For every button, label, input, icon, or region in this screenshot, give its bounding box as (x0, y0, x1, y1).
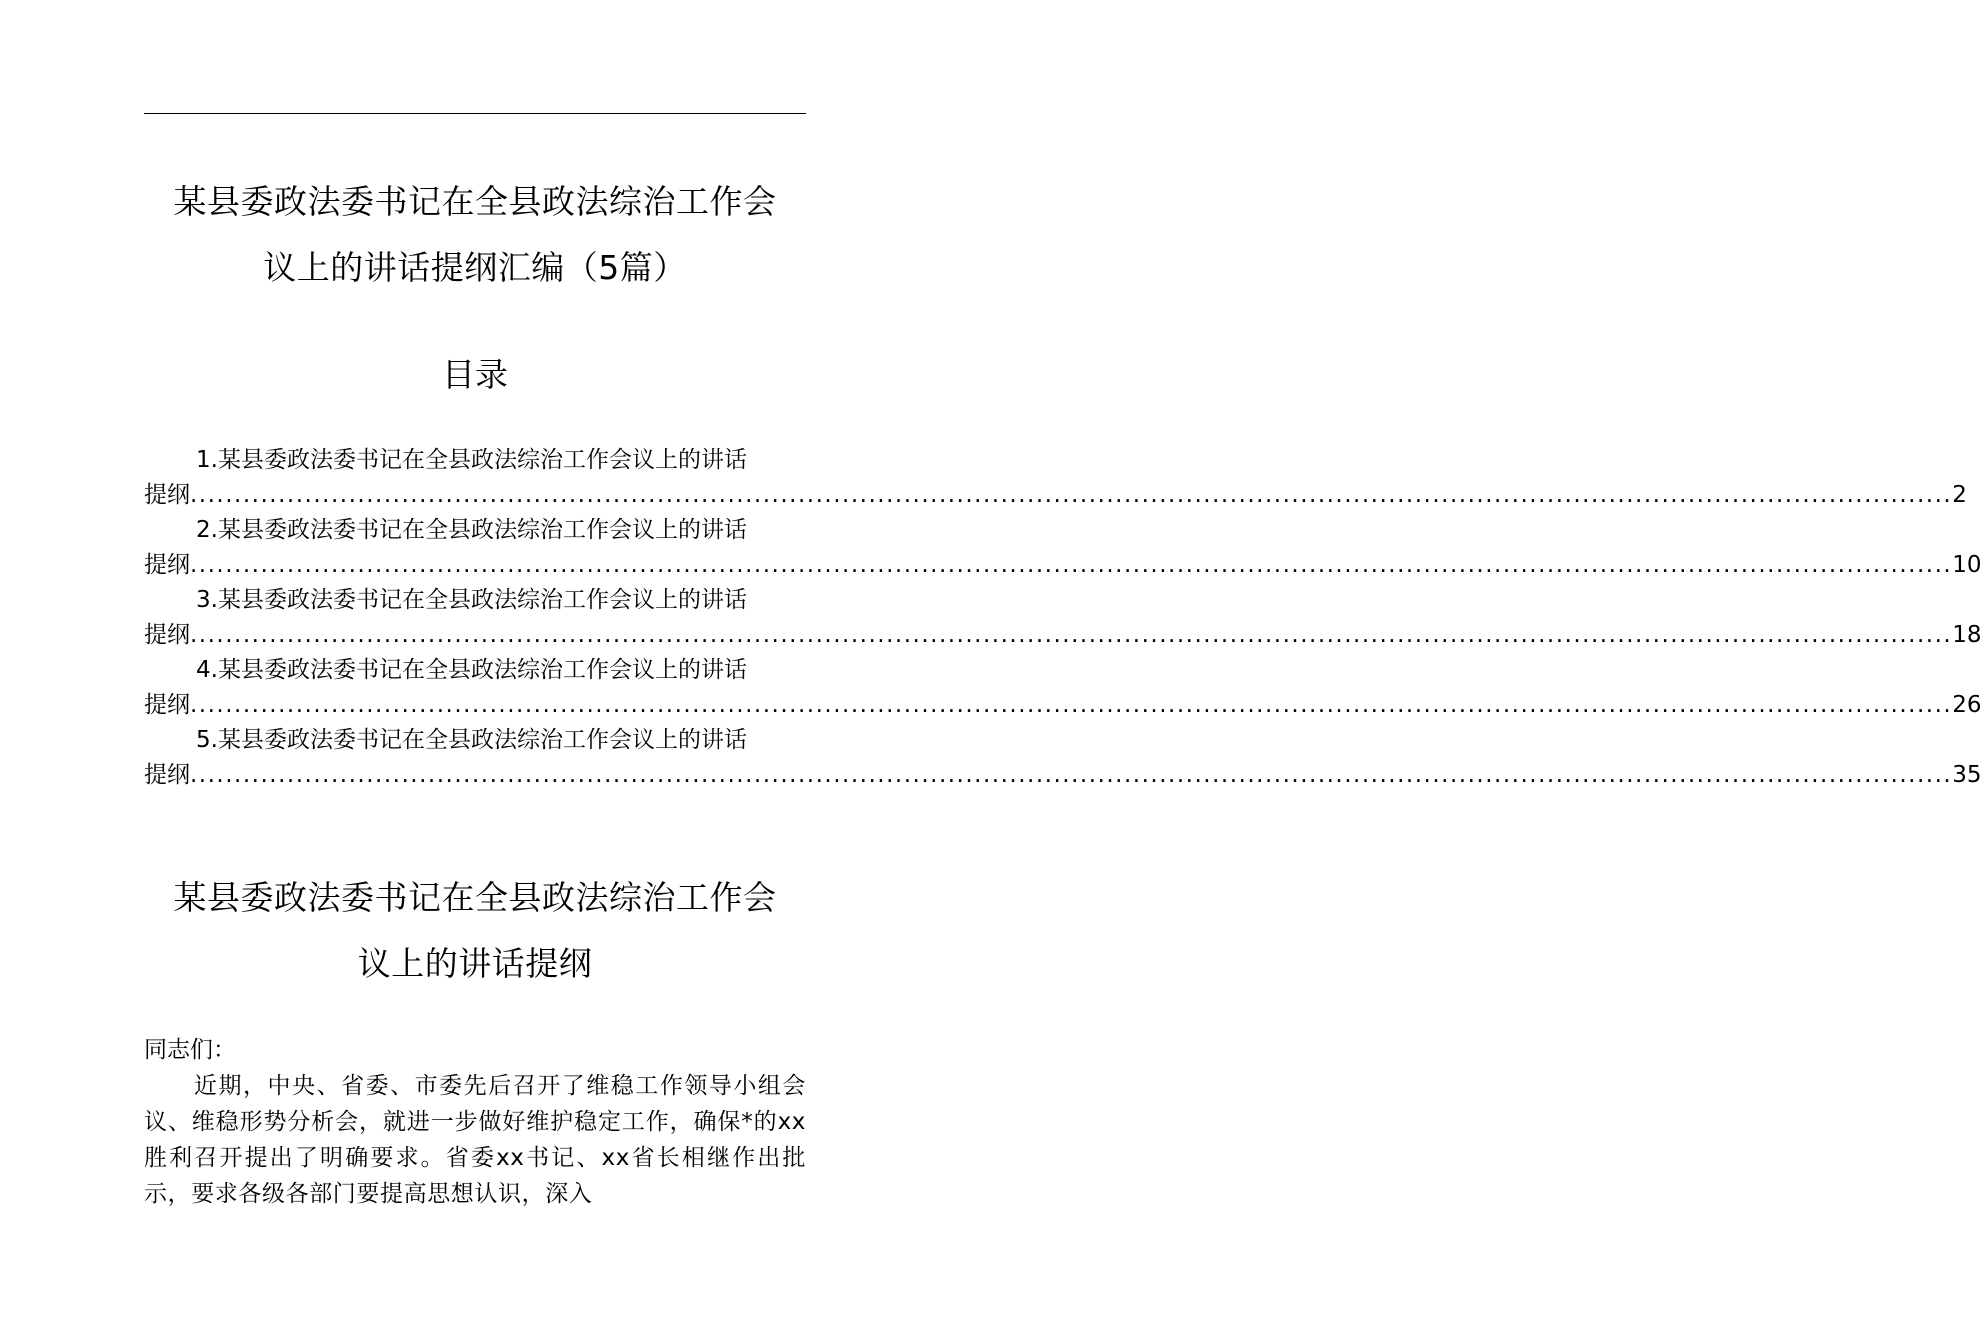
toc-page-number: 18 (1952, 622, 1982, 648)
toc-entry-title-cont: 提纲 (144, 622, 190, 648)
toc-leader-dots: ........................................................................................................................................................................................................ (190, 552, 1953, 578)
toc-entry-title: 1.某县委政法委书记在全县政法综治工作会议上的讲话 (196, 447, 747, 473)
toc-entry-title-cont: 提纲 (144, 762, 190, 788)
section-title-line2: 议上的讲话提纲 (357, 944, 593, 983)
toc-leader-dots: ........................................................................................................................................................................................................ (190, 482, 1953, 508)
toc-entry-1[interactable] (144, 443, 1967, 513)
section-body (144, 1032, 806, 1212)
section-title (144, 865, 806, 997)
header-rule (144, 113, 806, 114)
body-paragraph: 近期，中央、省委、市委先后召开了维稳工作领导小组会议、维稳形势分析会，就进一步做好维护稳定工作，确保*的xx胜利召开提出了明确要求。省委xx书记、xx省长相继作出批示，要求各级各部门要提高思想认识，深入 (144, 1073, 806, 1207)
toc-entry-2[interactable] (144, 513, 1982, 583)
toc-page-number: 2 (1952, 482, 1967, 508)
toc-entry-title-cont: 提纲 (144, 552, 190, 578)
toc-entry-title-cont: 提纲 (144, 482, 190, 508)
greeting: 同志们： (144, 1037, 236, 1063)
toc-heading: 目录 (442, 355, 508, 394)
toc-entry-title: 4.某县委政法委书记在全县政法综治工作会议上的讲话 (196, 657, 747, 683)
toc-leader-dots: ........................................................................................................................................................................................................ (190, 692, 1953, 718)
toc-page-number: 26 (1952, 692, 1982, 718)
toc-page-number: 35 (1952, 762, 1982, 788)
document-title-line2: 议上的讲话提纲汇编（5篇） (263, 248, 687, 287)
document-title (144, 169, 806, 301)
table-of-contents (144, 443, 1982, 793)
toc-entry-title: 3.某县委政法委书记在全县政法综治工作会议上的讲话 (196, 587, 747, 613)
toc-entry-5[interactable] (144, 723, 1982, 793)
toc-entry-title-cont: 提纲 (144, 692, 190, 718)
document-title-line1: 某县委政法委书记在全县政法综治工作会 (173, 182, 777, 221)
toc-page-number: 10 (1952, 552, 1982, 578)
toc-leader-dots: ........................................................................................................................................................................................................ (190, 622, 1953, 648)
toc-entry-title: 5.某县委政法委书记在全县政法综治工作会议上的讲话 (196, 727, 747, 753)
toc-leader-dots: ........................................................................................................................................................................................................ (190, 762, 1953, 788)
toc-entry-4[interactable] (144, 653, 1982, 723)
toc-entry-3[interactable] (144, 583, 1982, 653)
section-title-line1: 某县委政法委书记在全县政法综治工作会 (173, 878, 777, 917)
toc-entry-title: 2.某县委政法委书记在全县政法综治工作会议上的讲话 (196, 517, 747, 543)
